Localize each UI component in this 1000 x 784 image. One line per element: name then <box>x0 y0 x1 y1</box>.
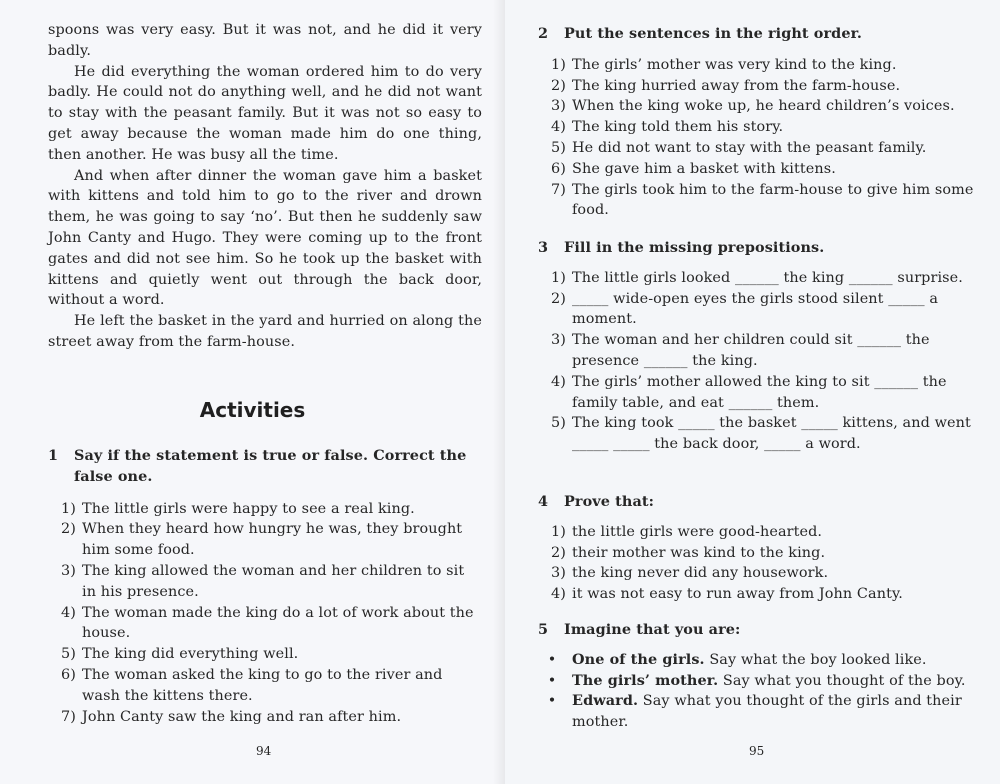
list-item <box>538 650 978 671</box>
role-label: The girls’ mother. <box>572 671 719 689</box>
item-number: 1) <box>551 523 566 540</box>
exercise-4-list <box>538 522 978 605</box>
item-text: When they heard how hungry he was, they brought him some food. <box>82 521 463 559</box>
item-text: The little girls were happy to see a real king. <box>82 500 415 517</box>
list-item <box>48 499 482 520</box>
item-number: 1) <box>61 500 76 517</box>
role-label: Edward. <box>572 692 639 710</box>
item-number: 4) <box>61 604 76 621</box>
page-number: 94 <box>256 744 272 758</box>
bullet-icon: • <box>547 672 557 689</box>
list-item <box>538 96 978 117</box>
list-item <box>48 561 482 603</box>
list-item <box>48 707 482 728</box>
exercise-number: 4 <box>538 493 549 510</box>
list-item <box>538 413 978 455</box>
item-number: 4) <box>551 586 566 603</box>
exercise-header <box>538 24 978 45</box>
exercise-number: 1 <box>48 447 59 464</box>
exercise-1 <box>48 446 482 727</box>
exercise-number: 3 <box>538 239 549 256</box>
right-page <box>505 0 1000 784</box>
exercise-title: Prove that: <box>564 493 655 510</box>
role-label: One of the girls. <box>572 650 705 668</box>
item-number: 5) <box>551 139 566 156</box>
item-text: Say what you thought of the girls and their mother. <box>572 693 962 731</box>
item-text: The girls took him to the farm-house to give him some food. <box>572 181 974 219</box>
exercise-header <box>48 446 482 488</box>
item-text: The king allowed the woman and her children to sit in his presence. <box>82 562 465 600</box>
item-number: 1) <box>551 269 566 286</box>
exercise-header <box>538 492 978 513</box>
exercise-title: Say if the statement is true or false. Correct the false one. <box>74 447 467 485</box>
list-item <box>538 584 978 605</box>
list-item <box>538 159 978 180</box>
exercise-2-list <box>538 55 978 221</box>
item-number: 4) <box>551 119 566 136</box>
item-text: John Canty saw the king and ran after him. <box>82 708 402 725</box>
list-item <box>538 180 978 222</box>
item-number: 5) <box>61 646 76 663</box>
item-number: 2) <box>551 290 566 307</box>
item-text: The king took _____ the basket _____ kittens, and went _____ _____ the back door, _____ a word. <box>572 415 971 453</box>
list-item <box>538 289 978 331</box>
item-text: their mother was kind to the king. <box>572 544 826 561</box>
item-text: the king never did any housework. <box>572 565 829 582</box>
list-item <box>538 563 978 584</box>
story-paragraph: He did everything the woman ordered him to do very badly. He could not do anything well, and he did not want to stay with the peasant family. But it was not so easy to get away because the woman made him do one thing, then another. He was busy all the time. <box>48 63 482 163</box>
item-text: The woman and her children could sit ______ the presence ______ the king. <box>572 332 930 369</box>
list-item <box>538 138 978 159</box>
exercise-header <box>538 238 978 259</box>
story-paragraph: He left the basket in the yard and hurried on along the street away from the farm-house. <box>48 313 482 350</box>
item-number: 1) <box>551 56 566 73</box>
item-number: 3) <box>551 332 566 349</box>
exercise-5 <box>538 620 978 733</box>
item-number: 5) <box>551 415 566 432</box>
item-number: 6) <box>551 160 566 177</box>
item-text: The little girls looked ______ the king ______ surprise. <box>572 269 963 286</box>
item-text: it was not easy to run away from John Canty. <box>572 586 903 603</box>
item-number: 2) <box>551 77 566 94</box>
list-item <box>48 665 482 707</box>
bullet-icon: • <box>547 693 557 710</box>
story-text <box>48 20 482 353</box>
list-item <box>538 330 978 372</box>
item-number: 6) <box>61 666 76 683</box>
item-text: The woman asked the king to go to the river and wash the kittens there. <box>82 666 443 704</box>
item-text: The girls’ mother was very kind to the king. <box>572 56 897 73</box>
exercise-1-list <box>48 499 482 728</box>
exercise-title: Imagine that you are: <box>564 621 741 638</box>
exercise-3-list <box>538 268 978 455</box>
list-item <box>538 522 978 543</box>
list-item <box>48 603 482 645</box>
exercise-3 <box>538 238 978 455</box>
item-text: She gave him a basket with kittens. <box>572 160 836 177</box>
item-number: 3) <box>551 98 566 115</box>
item-number: 2) <box>61 521 76 538</box>
exercise-2 <box>538 24 978 221</box>
bullet-icon: • <box>547 651 557 668</box>
exercise-title: Fill in the missing prepositions. <box>564 239 825 256</box>
item-text: He did not want to stay with the peasant family. <box>572 139 927 156</box>
list-item <box>538 671 978 692</box>
exercise-header <box>538 620 978 641</box>
item-number: 2) <box>551 544 566 561</box>
list-item <box>538 76 978 97</box>
item-number: 7) <box>551 181 566 198</box>
exercise-4 <box>538 492 978 605</box>
exercise-title: Put the sentences in the right order. <box>564 25 863 42</box>
item-text: _____ wide-open eyes the girls stood silent _____ a moment. <box>572 290 939 328</box>
list-item <box>538 117 978 138</box>
item-text: The king told them his story. <box>572 119 784 136</box>
list-item <box>538 268 978 289</box>
exercise-number: 2 <box>538 25 549 42</box>
item-text: the little girls were good-hearted. <box>572 523 823 540</box>
story-paragraph: And when after dinner the woman gave him a basket with kittens and told him to go to the river and drown them, he was going to say ‘no’. But then he suddenly saw John Canty and Hugo. They were coming up to the front gates and did not see him. So he took up the basket with kittens and quietly went out through the back door, without a word. <box>48 167 482 309</box>
list-item <box>538 691 978 733</box>
item-number: 3) <box>61 562 76 579</box>
item-text: When the king woke up, he heard children’s voices. <box>572 98 955 115</box>
exercise-number: 5 <box>538 621 549 638</box>
item-text: Say what the boy looked like. <box>704 651 927 668</box>
list-item <box>48 519 482 561</box>
list-item <box>48 644 482 665</box>
activities-heading: Activities <box>199 398 306 422</box>
item-number: 3) <box>551 565 566 582</box>
item-number: 7) <box>61 708 76 725</box>
exercise-5-list <box>538 650 978 733</box>
list-item <box>538 543 978 564</box>
list-item <box>538 55 978 76</box>
item-text: Say what you thought of the boy. <box>718 672 966 689</box>
item-text: The woman made the king do a lot of work about the house. <box>82 604 474 642</box>
item-number: 4) <box>551 373 566 390</box>
story-paragraph: spoons was very easy. But it was not, and he did it very badly. <box>48 22 482 59</box>
item-text: The king hurried away from the farm-house. <box>572 77 901 94</box>
list-item <box>538 372 978 414</box>
item-text: The king did everything well. <box>82 646 299 663</box>
item-text: The girls’ mother allowed the king to sit ______ the family table, and eat ______ them. <box>572 373 947 411</box>
page-number: 95 <box>749 744 765 758</box>
